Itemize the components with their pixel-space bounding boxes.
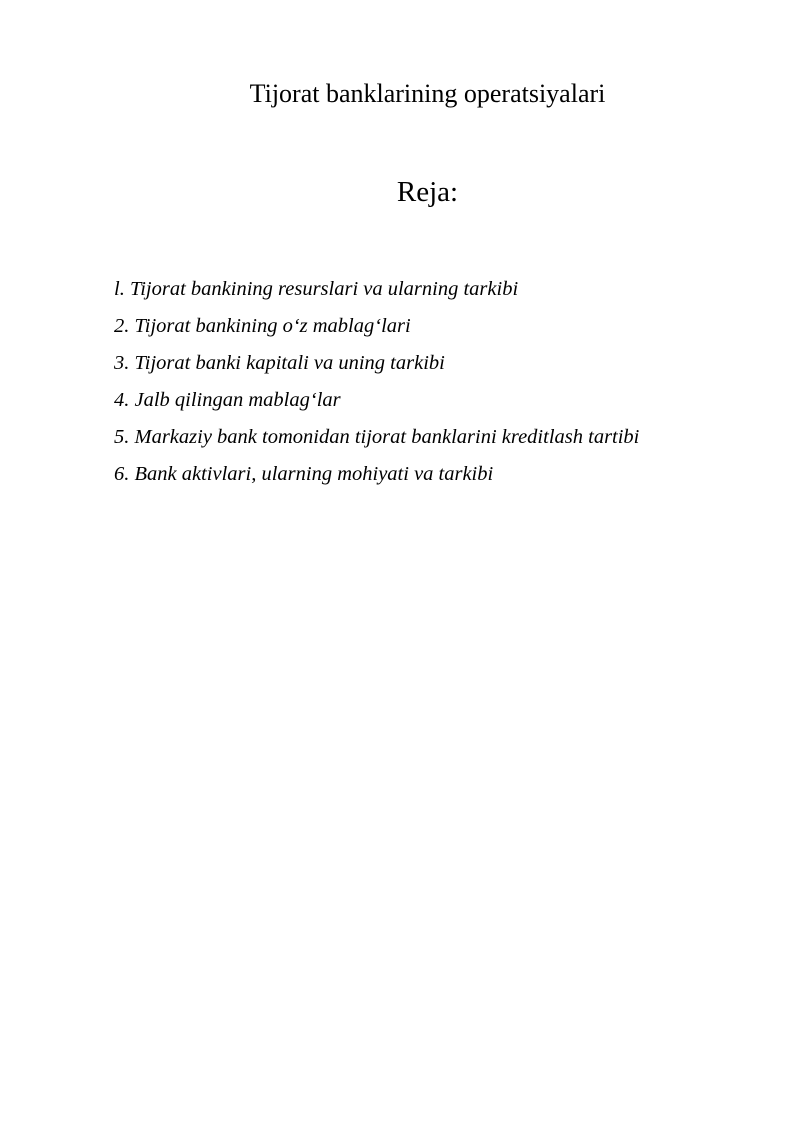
plan-heading: Reja: [396, 176, 459, 208]
plan-item-6: 6. Bank aktivlari, ularning mohiyati va tarkibi [114, 463, 494, 485]
plan-item-3: 3. Tijorat banki kapitali va uning tarkibi [114, 352, 445, 374]
document-title: Tijorat banklarining operatsiyalari [249, 79, 606, 108]
plan-item-4: 4. Jalb qilingan mablag‘lar [114, 389, 341, 411]
plan-item-1: l. Tijorat bankining resurslari va ularning tarkibi [114, 278, 519, 300]
plan-item-2: 2. Tijorat bankining o‘z mablag‘lari [114, 315, 411, 337]
plan-item-5: 5. Markaziy bank tomonidan tijorat banklarini kreditlash tartibi [114, 426, 640, 448]
plan-list [114, 276, 639, 498]
